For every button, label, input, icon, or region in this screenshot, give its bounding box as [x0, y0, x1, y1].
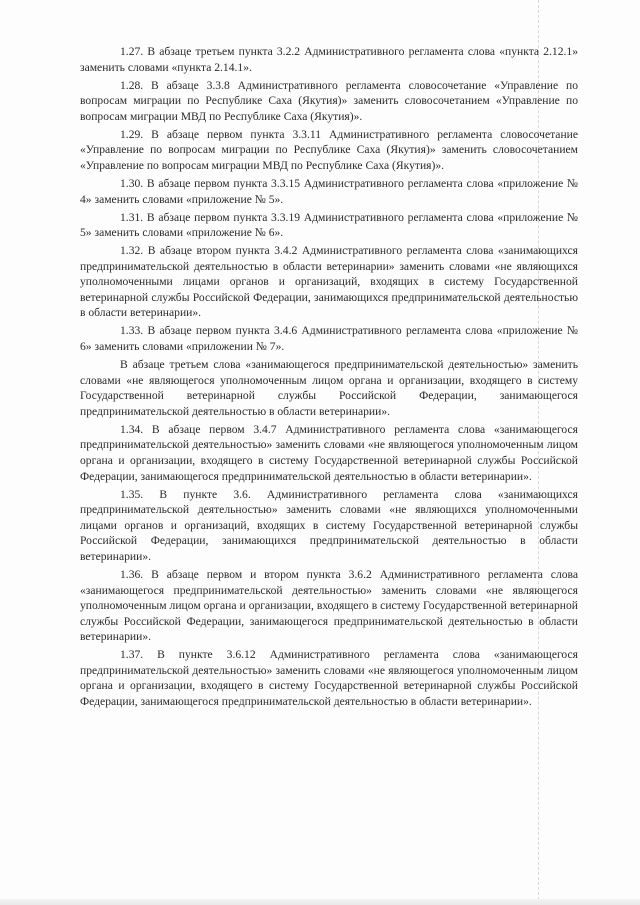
paragraph-1-34: 1.34. В абзаце первом 3.4.7 Административного регламента слова «занимающегося предпринимательской деятельностью» заменить словами «не являющегося уполномоченным лицом органа и организации, входящего в систему Государственной ветеринарной службы Российской Федерации, занимающегося предпринимательской деятельностью в области ветеринарии». — [80, 422, 578, 483]
paragraph-1-35: 1.35. В пункте 3.6. Административного регламента слова «занимающихся предпринимательской деятельностью» заменить словами «не являющихся уполномоченными лицами органов и организаций, входящих в систему Государственной ветеринарной службы Российской Федерации, занимающихся предпринимательской деятельностью в области ветеринарии». — [80, 487, 578, 563]
paragraph-1-32: 1.32. В абзаце втором пункта 3.4.2 Административного регламента слова «занимающихся предпринимательской деятельностью в области ветеринарии» заменить словами «не являющихся уполномоченными лицами органов и организаций, входящих в систему Государственной ветеринарной службы Российской Федерации, занимающихся предпринимательской деятельностью в области ветеринарии». — [80, 244, 578, 320]
paragraph-1-30: 1.30. В абзаце первом пункта 3.3.15 Административного регламента слова «приложение № 4» заменить словами «приложение № 5». — [80, 176, 578, 206]
paragraph-1-37: 1.37. В пункте 3.6.12 Административного регламента слова «занимающегося предпринимательской деятельностью» заменить словами «не являющегося уполномоченным лицом органа и организации, входящего в систему Государственной ветеринарной службы Российской Федерации, занимающегося предпринимательской деятельностью в области ветеринарии». — [80, 648, 578, 709]
page-bottom-edge — [0, 899, 640, 905]
paragraph-1-31: 1.31. В абзаце первом пункта 3.3.19 Административного регламента слова «приложение № 5» заменить словами «приложение № 6». — [80, 210, 578, 240]
paragraph-1-28: 1.28. В абзаце 3.3.8 Административного регламента словосочетание «Управление по вопросам миграции по Республике Саха (Якутия)» заменить словосочетанием «Управление по вопросам миграции МВД по Республике Саха (Якутия)». — [80, 78, 578, 123]
document-body — [80, 44, 578, 712]
paragraph-1-29: 1.29. В абзаце первом пункта 3.3.11 Административного регламента словосочетание «Управление по вопросам миграции по Республике Саха (Якутия)» заменить словосочетанием «Управление по вопросам миграции МВД по Республике Саха (Якутия)». — [80, 127, 578, 172]
paragraph-1-33-continued: В абзаце третьем слова «занимающегося предпринимательской деятельностью» заменить словами «не являющегося уполномоченным лицом органа и организации, входящего в систему Государственной ветеринарной службы Российской Федерации, занимающегося предпринимательской деятельностью в области ветеринарии». — [80, 358, 578, 418]
paragraph-1-36: 1.36. В абзаце первом и втором пункта 3.6.2 Административного регламента слова «занимающегося предпринимательской деятельностью» заменить словами «не являющегося уполномоченным лицом органа и организации, входящего в систему Государственной ветеринарной службы Российской Федерации, занимающегося предпринимательской деятельностью в области ветеринарии». — [80, 567, 578, 644]
paragraph-1-33: 1.33. В абзаце первом пункта 3.4.6 Административного регламента слова «приложение № 6» заменить словами «приложении № 7». — [80, 324, 578, 354]
paragraph-1-27: 1.27. В абзаце третьем пункта 3.2.2 Административного регламента слова «пункта 2.12.1» заменить словами «пункта 2.14.1». — [80, 45, 578, 74]
